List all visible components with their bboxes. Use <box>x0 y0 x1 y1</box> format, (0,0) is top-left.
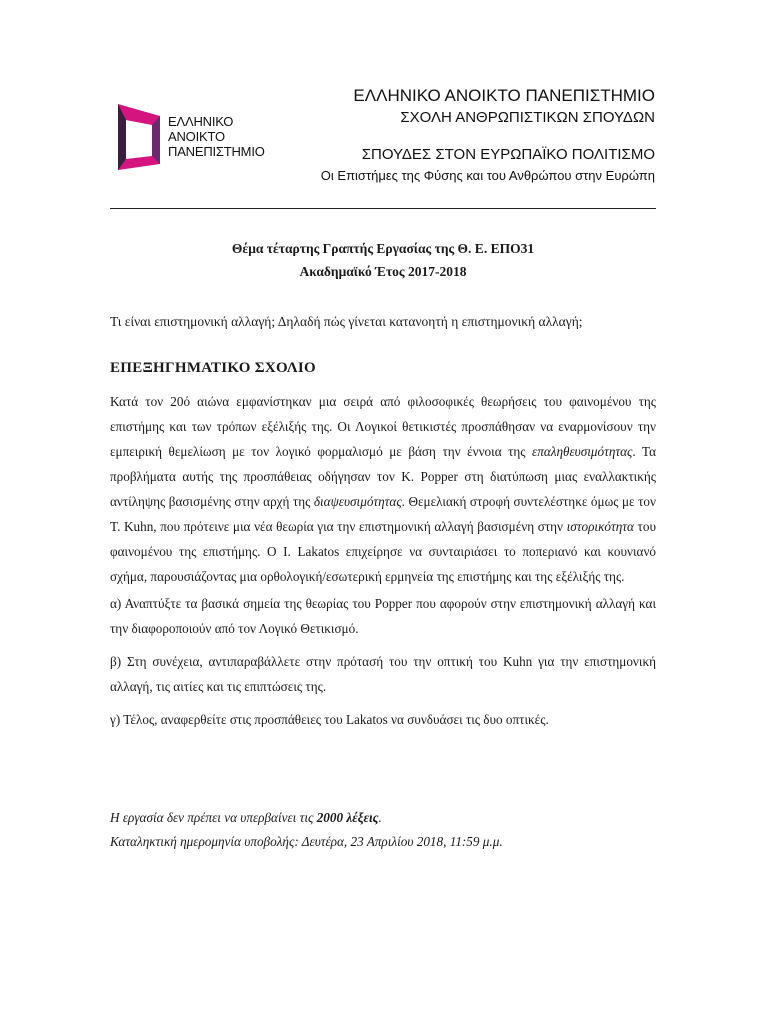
task-item-a: α) Αναπτύξτε τα βασικά σημεία της θεωρίας του Popper που αφορούν στην επιστημονική αλλαγή και την διαφοροποιούν από τον Λογικό Θετικισμό. <box>110 596 656 636</box>
word-limit-note <box>110 806 503 830</box>
school-name: ΣΧΟΛΗ ΑΝΘΡΩΠΙΣΤΙΚΩΝ ΣΠΟΥΔΩΝ <box>400 109 655 126</box>
assignment-question: Τι είναι επιστημονική αλλαγή; Δηλαδή πώς γίνεται κατανοητή η επιστημονική αλλαγή; <box>110 314 583 329</box>
logo-line-1: ΕΛΛΗΝΙΚΟ <box>168 114 234 129</box>
commentary-body <box>110 389 656 740</box>
term-verifiability: επαληθευσιμότητας <box>532 444 633 459</box>
logo-wordmark <box>168 114 265 159</box>
word-limit-value: 2000 λέξεις <box>316 810 379 825</box>
word-limit-prefix: Η εργασία δεν πρέπει να υπερβαίνει τις <box>110 810 317 825</box>
commentary-text-4: του φαινομένου της επιστήμης. Ο I. Lakatos επιχείρησε να συνταιριάσει το ποπεριανό και κουνιανό σχήμα, παρουσιάζοντας μια ορθολογική/εσωτερική ερμηνεία της επιστήμης και της εξέλιξής της. <box>110 519 656 584</box>
deadline-note: Καταληκτική ημερομηνία υποβολής: Δευτέρα, 23 Απριλίου 2018, 11:59 μ.μ. <box>110 834 503 849</box>
logo-line-2: ΑΝΟΙΚΤΟ <box>168 129 225 144</box>
task-item-b: β) Στη συνέχεια, αντιπαραβάλλετε στην πρότασή του την οπτική του Kuhn για την επιστημονική αλλαγή, τις αιτίες και τις επιπτώσεις της. <box>110 654 656 694</box>
logo-mark-icon <box>118 104 166 170</box>
word-limit-suffix: . <box>378 810 382 825</box>
commentary-text-3: . Θεμελιακή στροφή συντελέστηκε όμως με τον T. Kuhn, που πρότεινε μια νέα θεωρία για την επιστημονική αλλαγή βασισμένη στην <box>110 494 656 534</box>
commentary-text-1: Κατά τον 20ό αιώνα εμφανίστηκαν μια σειρά από φιλοσοφικές θεωρήσεις του φαινομένου της επιστήμης και των τρόπων εξέλιξής της. Οι Λογικοί θετικιστές προσπάθησαν να εναρμονίσουν την εμπειρική θεμελίωση με τον λογικό φορμαλισμό με βάση την έννοια της <box>110 394 656 459</box>
program-name: ΣΠΟΥΔΕΣ ΣΤΟΝ ΕΥΡΩΠΑΪΚΟ ΠΟΛΙΤΙΣΜΟ <box>361 146 655 163</box>
commentary-paragraph <box>110 389 656 589</box>
logo-line-3: ΠΑΝΕΠΙΣΤΗΜΙΟ <box>168 144 265 159</box>
university-name: ΕΛΛΗΝΙΚΟ ΑΝΟΙΚΤΟ ΠΑΝΕΠΙΣΤΗΜΙΟ <box>353 86 655 105</box>
term-historicity: ιστορικότητα <box>566 519 634 534</box>
header-divider <box>110 208 656 209</box>
assignment-title: Θέμα τέταρτης Γραπτής Εργασίας της Θ. Ε. ΕΠΟ31 <box>231 241 535 256</box>
submission-notes <box>110 806 503 854</box>
university-logo <box>118 104 288 170</box>
section-heading: ΕΠΕΞΗΓΗΜΑΤΙΚΟ ΣΧΟΛΙΟ <box>110 360 316 376</box>
academic-year: Ακαδημαϊκό Έτος 2017-2018 <box>299 264 467 279</box>
task-item-c: γ) Τέλος, αναφερθείτε στις προσπάθειες του Lakatos να συνδυάσει τις δυο οπτικές. <box>110 712 549 727</box>
term-falsifiability: διαψευσιμότητας <box>313 494 402 509</box>
commentary-text-2: . Τα προβλήματα αυτής της προσπάθειας οδήγησαν τον Κ. Popper στη διατύπωση μιας εναλλακτικής αντίληψης βασισμένης στην αρχή της <box>110 444 656 509</box>
course-name: Οι Επιστήμες της Φύσης και του Ανθρώπου στην Ευρώπη <box>320 168 655 183</box>
